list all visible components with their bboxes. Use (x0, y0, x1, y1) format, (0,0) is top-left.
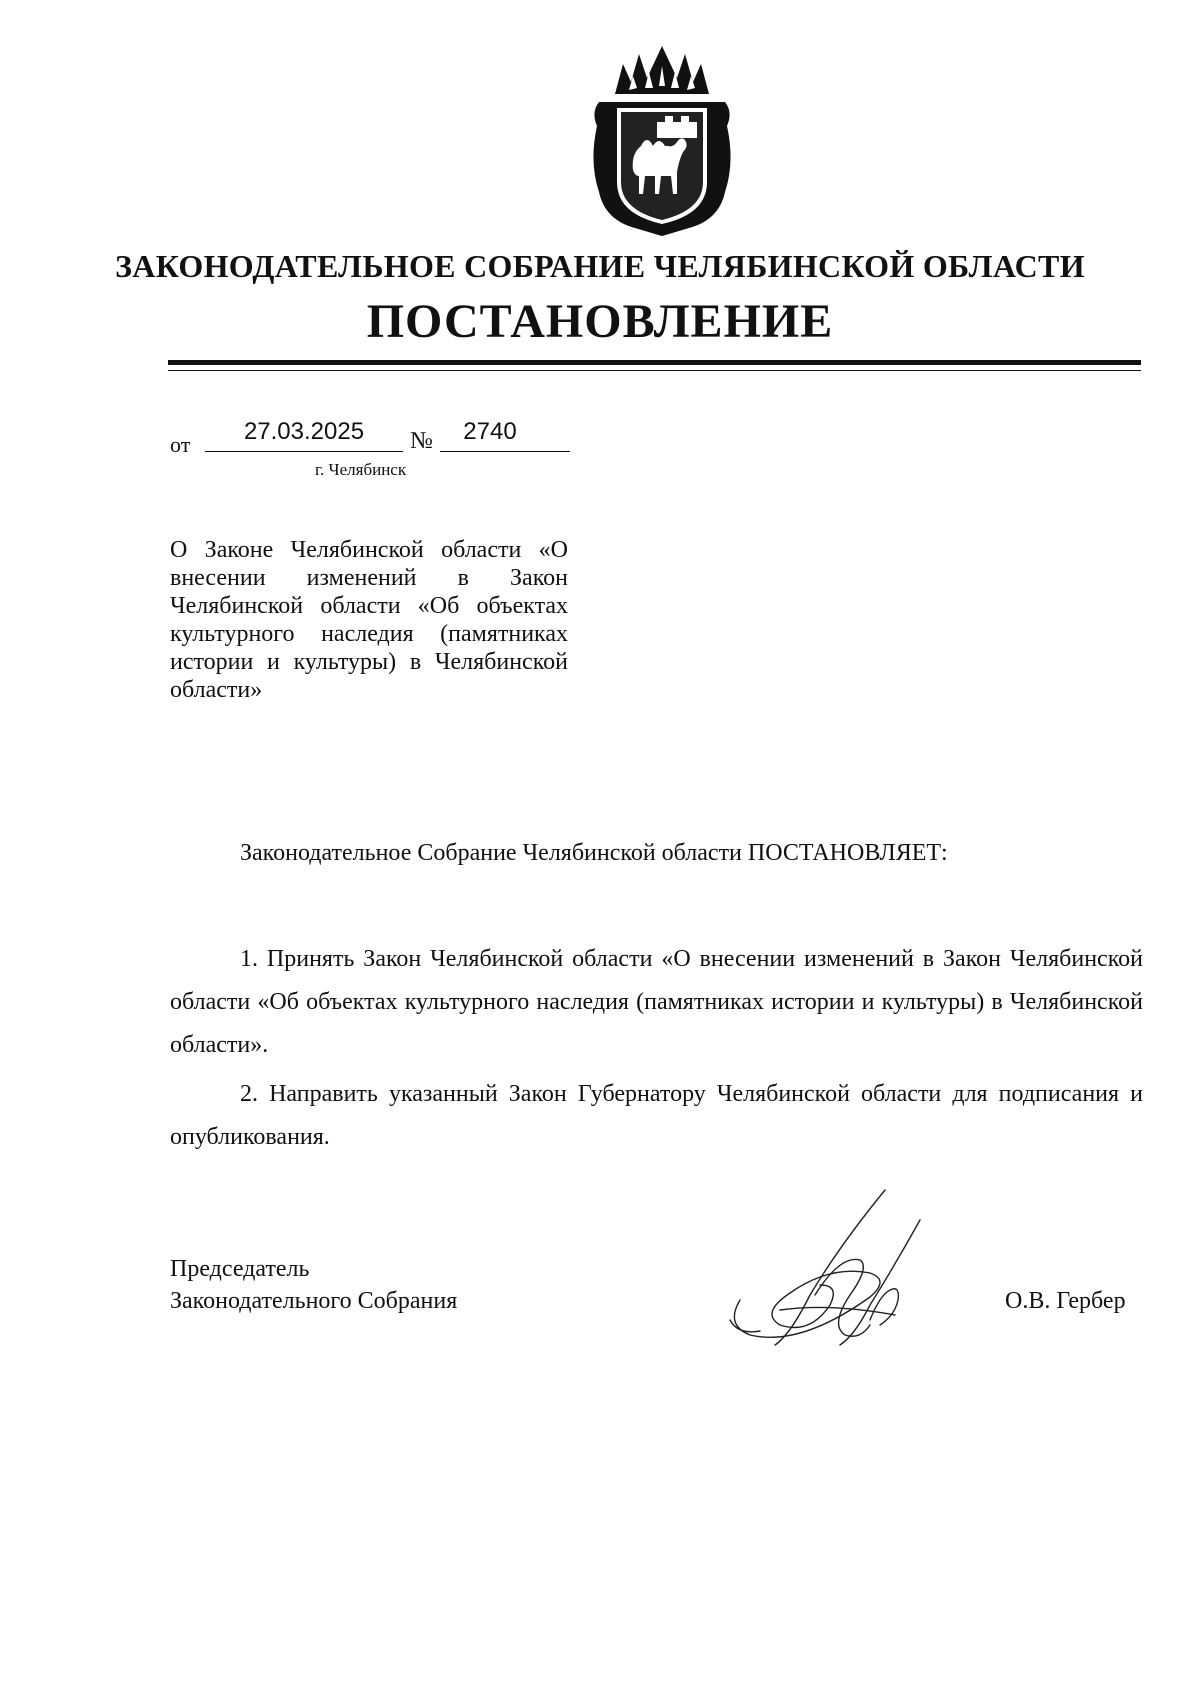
document-number: 2740 (463, 418, 517, 445)
resolution-point-1: 1. Принять Закон Челябинской области «О внесении изменений в Закон Челябинской области «Об объектах культурного наследия (памятниках истории и культуры) в Челябинской области». (170, 946, 1143, 1058)
header-rule-thin (168, 370, 1141, 371)
document-type-title: ПОСТАНОВЛЕНИЕ (366, 295, 834, 348)
signatory-position-line-2: Законодательного Собрания (170, 1288, 458, 1314)
signatory-name: О.В. Гербер (1005, 1288, 1126, 1314)
organization-title: ЗАКОНОДАТЕЛЬНОЕ СОБРАНИЕ ЧЕЛЯБИНСКОЙ ОБЛАСТИ (115, 248, 1085, 284)
document-city: г. Челябинск (315, 460, 407, 479)
signatory-position (170, 1253, 457, 1317)
document-subject: О Законе Челябинской области «О внесении изменений в Закон Челябинской области «Об объектах культурного наследия (памятниках истории и культуры) в Челябинской области» (170, 537, 568, 703)
date-prefix-label: от (170, 432, 191, 457)
resolution-point-2: 2. Направить указанный Закон Губернатору Челябинской области для подписания и опубликования. (170, 1081, 1143, 1150)
resolution-preamble: Законодательное Собрание Челябинской области ПОСТАНОВЛЯЕТ: (240, 840, 948, 866)
number-sign-label: № (410, 428, 433, 454)
signatory-position-line-1: Председатель (170, 1256, 310, 1282)
handwritten-signature-icon (720, 1185, 950, 1355)
document-date: 27.03.2025 (243, 418, 365, 445)
number-underline (440, 451, 570, 452)
date-underline (205, 451, 403, 452)
header-rule-thick (168, 360, 1141, 365)
coat-of-arms-icon (585, 42, 740, 237)
